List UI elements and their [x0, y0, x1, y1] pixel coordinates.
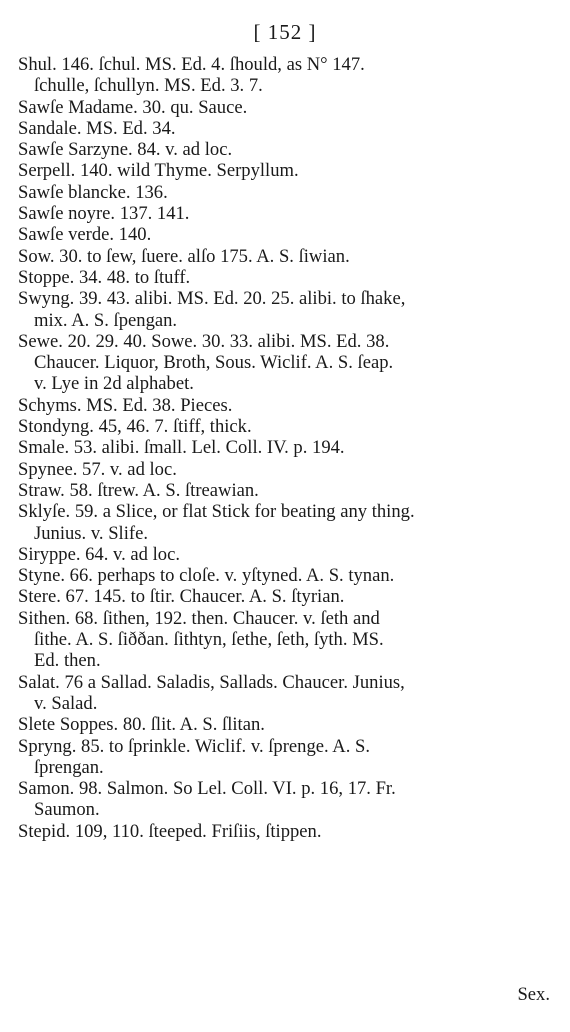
glossary-entries [18, 54, 548, 842]
entry-continuation-line: Saumon. [34, 799, 100, 821]
entry-line: Stondyng. 45, 46. 7. ſtiff, thick. [18, 416, 252, 438]
page-number: [ 152 ] [253, 20, 317, 44]
entry-line: Salat. 76 a Sallad. Saladis, Sallads. Chaucer. Junius, [18, 671, 405, 693]
entry-line: Smale. 53. alibi. ſmall. Lel. Coll. IV. p. 194. [18, 437, 345, 459]
entry-line: Spynee. 57. v. ad loc. [18, 458, 177, 480]
entry-line: Siryppe. 64. v. ad loc. [18, 543, 180, 565]
entry-line: Sawſe Madame. 30. qu. Sauce. [18, 96, 248, 118]
entry-line: Stepid. 109, 110. ſteeped. Friſiis, ſtippen. [18, 820, 322, 842]
entry-line: Schyms. MS. Ed. 38. Pieces. [18, 394, 233, 416]
catchword: Sex. [517, 984, 550, 1005]
entry-continuation-line: ſprengan. [34, 756, 104, 778]
entry-continuation-line: Ed. then. [34, 650, 101, 672]
entry-line: Sewe. 20. 29. 40. Sowe. 30. 33. alibi. MS. Ed. 38. [18, 330, 390, 352]
entry-line: Sawſe verde. 140. [18, 224, 152, 246]
entry-line: Sandale. MS. Ed. 34. [18, 117, 176, 139]
entry-line: Serpell. 140. wild Thyme. Serpyllum. [18, 160, 299, 182]
entry-line: Samon. 98. Salmon. So Lel. Coll. VI. p. 16, 17. Fr. [18, 778, 396, 800]
entry-line: Sklyſe. 59. a Slice, or flat Stick for beating any thing. [18, 501, 415, 523]
entry-continuation-line: ſithe. A. S. ſiððan. ſithtyn, ſethe, ſeth, ſyth. MS. [34, 629, 384, 651]
entry-line: Slete Soppes. 80. ſlit. A. S. ſlitan. [18, 714, 265, 736]
entry-line: Shul. 146. ſchul. MS. Ed. 4. ſhould, as N° 147. [18, 54, 365, 75]
entry-line: Sithen. 68. ſithen, 192. then. Chaucer. v. ſeth and [18, 607, 380, 629]
entry-line: Sawſe Sarzyne. 84. v. ad loc. [18, 139, 233, 161]
entry-line: Sawſe noyre. 137. 141. [18, 203, 190, 225]
entry-continuation-line: v. Salad. [34, 692, 98, 714]
entry-line: Straw. 58. ſtrew. A. S. ſtreawian. [18, 479, 259, 501]
entry-line: Stoppe. 34. 48. to ſtuff. [18, 266, 191, 288]
entry-line: Sow. 30. to ſew, ſuere. alſo 175. A. S. ſiwian. [18, 245, 350, 267]
entry-continuation-line: Junius. v. Slife. [34, 522, 148, 544]
entry-continuation-line: v. Lye in 2d alphabet. [34, 373, 194, 395]
entry-line: Sawſe blancke. 136. [18, 181, 168, 203]
entry-continuation-line: mix. A. S. ſpengan. [34, 309, 178, 331]
entry-line: Stere. 67. 145. to ſtir. Chaucer. A. S. ſtyrian. [18, 586, 345, 608]
entry-continuation-line: ſchulle, ſchullyn. MS. Ed. 3. 7. [34, 75, 263, 97]
entry-line: Spryng. 85. to ſprinkle. Wiclif. v. ſprenge. A. S. [18, 735, 370, 757]
entry-continuation-line: Chaucer. Liquor, Broth, Sous. Wiclif. A. S. ſeap. [34, 352, 394, 374]
entry-line: Swyng. 39. 43. alibi. MS. Ed. 20. 25. alibi. to ſhake, [18, 288, 406, 310]
entry-line: Styne. 66. perhaps to cloſe. v. yſtyned. A. S. tynan. [18, 565, 395, 587]
